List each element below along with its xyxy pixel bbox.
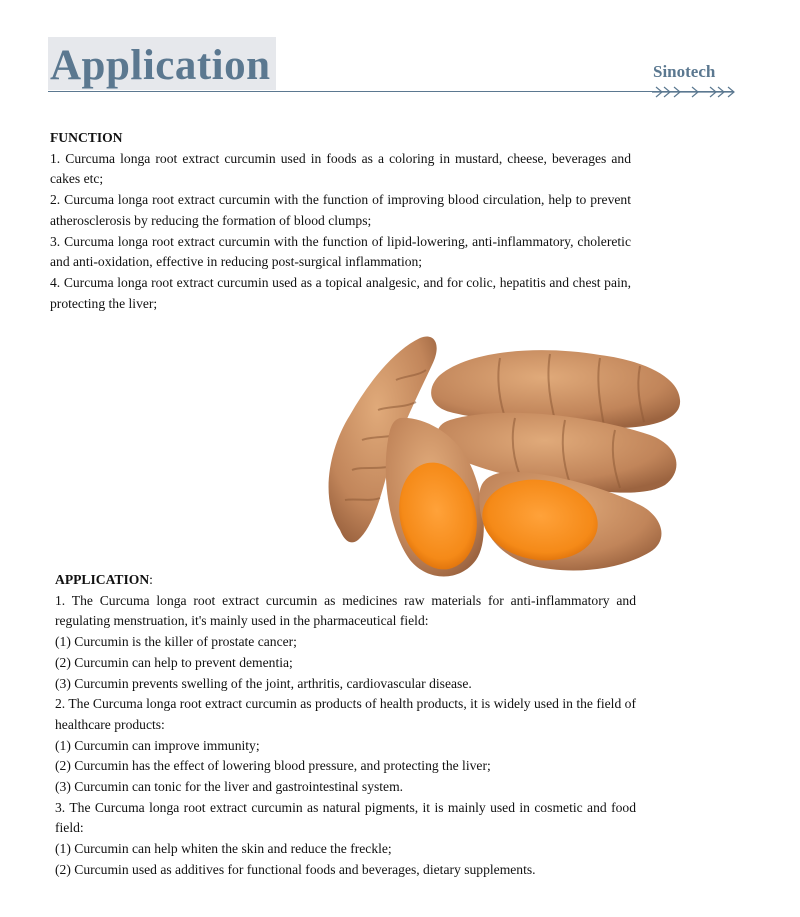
application-line: (3) Curcumin prevents swelling of the joint, arthritis, cardiovascular disease.	[55, 675, 472, 691]
function-item-3: 3. Curcuma longa root extract curcumin with the function of lipid-lowering, anti-inflammatory, choleretic and anti-oxidation, effective in reducing post-surgical inflammation;	[50, 233, 631, 270]
application-heading-colon: :	[149, 572, 153, 587]
application-line: (2) Curcumin can help to prevent dementia;	[55, 654, 293, 670]
turmeric-root-photo	[300, 320, 702, 585]
application-line: (3) Curcumin can tonic for the liver and gastrointestinal system.	[55, 779, 404, 795]
application-line: (2) Curcumin has the effect of lowering blood pressure, and protecting the liver;	[55, 758, 491, 774]
function-heading: FUNCTION	[50, 130, 123, 145]
function-item-1: 1. Curcuma longa root extract curcumin used in foods as a coloring in mustard, cheese, beverages and cakes etc;	[50, 150, 631, 187]
application-line: (1) Curcumin can improve immunity;	[55, 737, 260, 753]
application-line: 2. The Curcuma longa root extract curcumin as products of health products, it is widely used in the field of healthcare products:	[55, 696, 636, 732]
application-section	[55, 570, 636, 881]
function-section	[50, 128, 631, 314]
application-line: (1) Curcumin is the killer of prostate cancer;	[55, 634, 297, 650]
application-line: 3. The Curcuma longa root extract curcumin as natural pigments, it is mainly used in cosmetic and food field:	[55, 799, 636, 836]
function-item-4: 4. Curcuma longa root extract curcumin used as a topical analgesic, and for colic, hepatitis and chest pain, protecting the liver;	[50, 274, 631, 311]
application-line: 1. The Curcuma longa root extract curcumin as medicines raw materials for anti-inflammatory and regulating menstruation, it's mainly used in the pharmaceutical field:	[55, 592, 636, 629]
brand-name: Sinotech	[653, 62, 716, 81]
page-title: Application	[50, 42, 271, 89]
arrows-icon	[650, 84, 738, 100]
function-item-2: 2. Curcuma longa root extract curcumin with the function of improving blood circulation, help to prevent atherosclerosis by reducing the formation of blood clumps;	[50, 192, 631, 228]
application-line: (2) Curcumin used as additives for functional foods and beverages, dietary supplements.	[55, 861, 536, 877]
application-line: (1) Curcumin can help whiten the skin and reduce the freckle;	[55, 841, 392, 857]
application-heading-label: APPLICATION	[55, 572, 150, 587]
header-divider	[48, 91, 734, 92]
application-heading	[55, 570, 636, 591]
